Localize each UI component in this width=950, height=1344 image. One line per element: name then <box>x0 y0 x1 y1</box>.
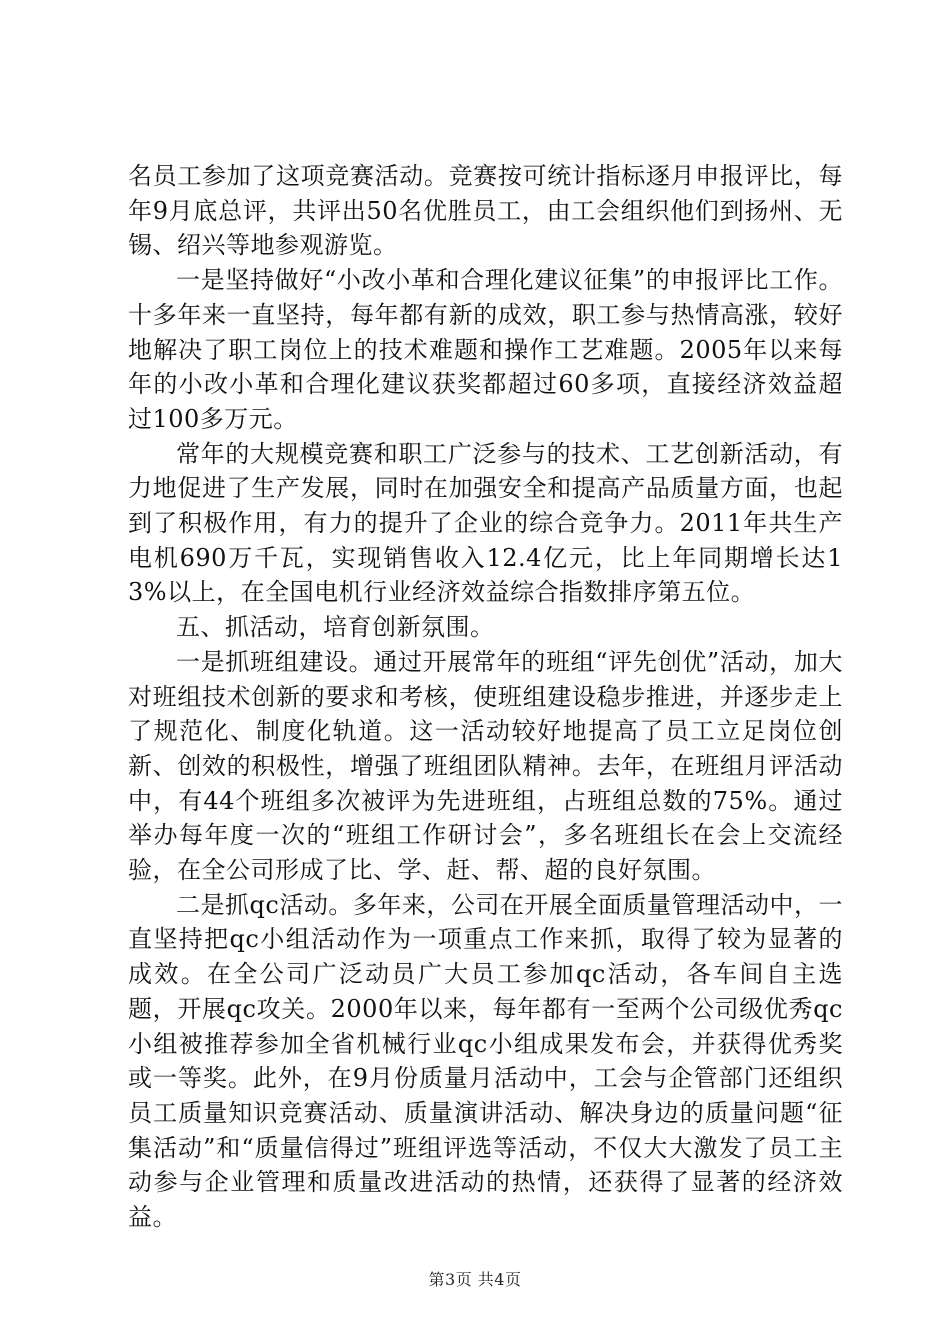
paragraph-suggestion-collection: 一是坚持做好“小改小革和合理化建议征集”的申报评比工作。十多年来一直坚持，每年都有新的成效，职工参与热情高涨，较好地解决了职工岗位上的技术难题和操作工艺难题。2005年以来每年的小改小革和合理化建议获奖都超过60多项，直接经济效益超过100多万元。 <box>128 266 843 433</box>
page-footer: 第3页 共4页 <box>428 1270 522 1289</box>
paragraph-competition-results: 常年的大规模竞赛和职工广泛参与的技术、工艺创新活动，有力地促进了生产发展，同时在加强安全和提高产品质量方面，也起到了积极作用，有力的提升了企业的综合竞争力。2011年共生产电机690万千瓦，实现销售收入12.4亿元，比上年同期增长达13%以上，在全国电机行业经济效益综合指数排序第五位。 <box>128 439 843 607</box>
section-heading-activities: 五、抓活动，培育创新氛围。 <box>176 613 495 642</box>
document-body <box>128 159 843 1235</box>
paragraph-qc-activities: 二是抓qc活动。多年来，公司在开展全面质量管理活动中，一直坚持把qc小组活动作为一项重点工作来抓，取得了较为显著的成效。在全公司广泛动员广大员工参加qc活动，各车间自主选题，开展qc攻关。2000年以来，每年都有一至两个公司级优秀qc小组被推荐参加全省机械行业qc小组成果发布会，并获得优秀奖或一等奖。此外，在9月份质量月活动中，工会与企管部门还组织员工质量知识竞赛活动、质量演讲活动、解决身边的质量问题“征集活动”和“质量信得过”班组评选等活动，不仅大大激发了员工主动参与企业管理和质量改进活动的热情，还获得了显著的经济效益。 <box>128 890 843 1232</box>
paragraph-continuation: 名员工参加了这项竞赛活动。竞赛按可统计指标逐月申报评比，每年9月底总评，共评出50名优胜员工，由工会组织他们到扬州、无锡、绍兴等地参观游览。 <box>128 162 843 260</box>
paragraph-team-building: 一是抓班组建设。通过开展常年的班组“评先创优”活动，加大对班组技术创新的要求和考核，使班组建设稳步推进，并逐步走上了规范化、制度化轨道。这一活动较好地提高了员工立足岗位创新、创效的积极性，增强了班组团队精神。去年，在班组月评活动中，有44个班组多次被评为先进班组，占班组总数的75%。通过举办每年度一次的“班组工作研讨会”，多名班组长在会上交流经验，在全公司形成了比、学、赶、帮、超的良好氛围。 <box>128 647 843 885</box>
